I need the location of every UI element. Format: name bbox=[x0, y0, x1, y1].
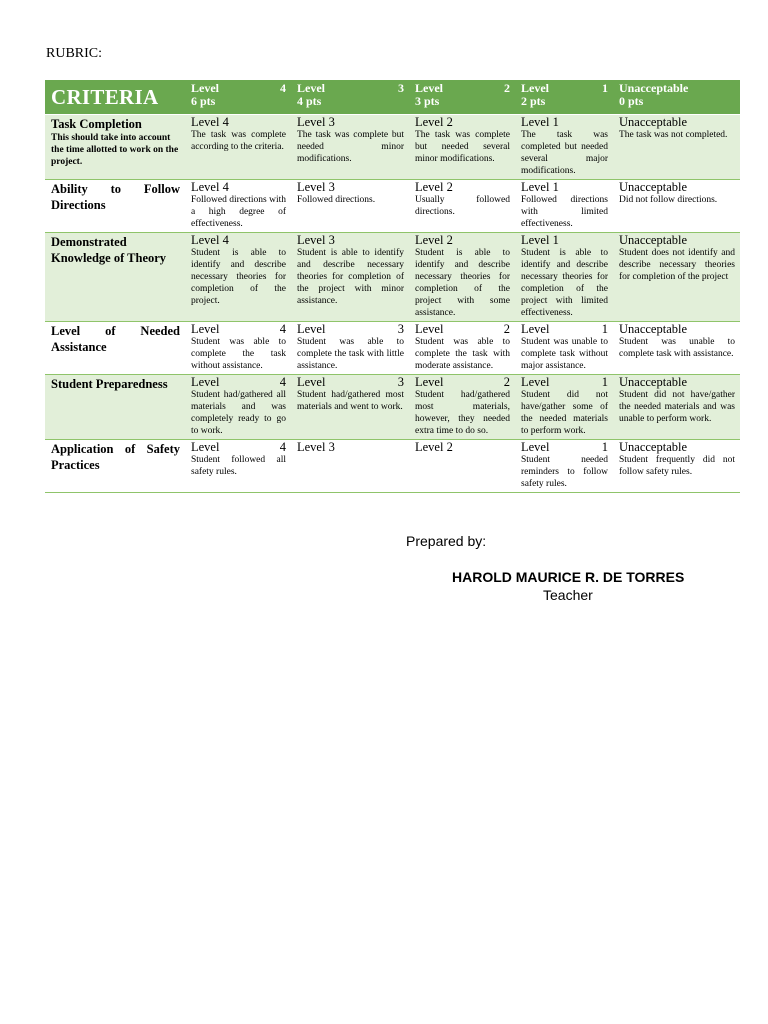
rating-cell bbox=[291, 233, 409, 322]
cell-description: Usually followed directions. bbox=[415, 195, 510, 217]
header-level-number: 2 bbox=[504, 81, 510, 95]
rating-cell bbox=[613, 322, 740, 375]
header-level-label: Level bbox=[521, 81, 549, 95]
cell-level: Unacceptable bbox=[619, 440, 688, 454]
cell-description: Student was able to complete the task with little assistance. bbox=[297, 337, 404, 371]
cell-level: Level bbox=[297, 322, 326, 336]
rating-cell bbox=[613, 180, 740, 233]
header-level-label: Level bbox=[297, 81, 325, 95]
cell-level: Unacceptable bbox=[619, 115, 688, 129]
rating-cell bbox=[291, 180, 409, 233]
rating-cell bbox=[613, 115, 740, 180]
header-level-4 bbox=[185, 80, 291, 115]
rubric-table bbox=[45, 80, 740, 493]
row-task-completion bbox=[45, 115, 740, 180]
cell-level: Level bbox=[191, 440, 220, 454]
header-level-1 bbox=[515, 80, 613, 115]
cell-description: The task was complete but needed several minor modifications. bbox=[415, 130, 510, 164]
cell-description: Student is able to identify and describe necessary theories for completion of the project with limited effectiveness. bbox=[521, 248, 608, 318]
header-level-label: Level bbox=[415, 81, 443, 95]
rating-cell bbox=[185, 322, 291, 375]
cell-level: Level 4 bbox=[191, 233, 229, 247]
cell-description: Student is able to identify and describe necessary theories for completion of the project with minor assistance. bbox=[297, 248, 404, 306]
row-safety-practices bbox=[45, 440, 740, 493]
rating-cell bbox=[515, 115, 613, 180]
cell-level: Level 1 bbox=[521, 233, 559, 247]
criterion-name: Task Completion bbox=[51, 117, 142, 131]
cell-description: Followed directions with a high degree of effectiveness. bbox=[191, 195, 286, 229]
cell-level-number: 4 bbox=[279, 375, 286, 389]
teacher-title: Teacher bbox=[543, 587, 593, 603]
criterion-cell bbox=[45, 180, 185, 233]
row-student-preparedness bbox=[45, 375, 740, 440]
rating-cell bbox=[515, 375, 613, 440]
cell-level: Unacceptable bbox=[619, 180, 688, 194]
rating-cell bbox=[291, 322, 409, 375]
rating-cell bbox=[185, 115, 291, 180]
rating-cell bbox=[291, 375, 409, 440]
cell-level-number: 1 bbox=[601, 440, 608, 454]
rating-cell bbox=[409, 375, 515, 440]
cell-level: Level 3 bbox=[297, 233, 335, 247]
rating-cell bbox=[409, 115, 515, 180]
cell-description: Student is able to identify and describe necessary theories for completion of the project. bbox=[191, 248, 286, 306]
rating-cell bbox=[613, 440, 740, 493]
cell-description: Student was unable to complete task without major assistance. bbox=[521, 337, 608, 371]
rating-cell bbox=[409, 233, 515, 322]
cell-description: Student needed reminders to follow safety rules. bbox=[521, 455, 608, 489]
criterion-cell bbox=[45, 233, 185, 322]
row-knowledge-of-theory bbox=[45, 233, 740, 322]
cell-description: Student did not have/gather some of the needed materials to perform work. bbox=[521, 390, 608, 436]
rating-cell bbox=[185, 440, 291, 493]
cell-description: Student was unable to complete task with assistance. bbox=[619, 337, 735, 359]
header-level-3 bbox=[291, 80, 409, 115]
header-level-number: 4 bbox=[280, 81, 286, 95]
header-level-label: Level bbox=[191, 81, 219, 95]
cell-level: Level 3 bbox=[297, 115, 335, 129]
cell-description: Student does not identify and describe necessary theories for completion of the project bbox=[619, 248, 735, 282]
header-level-number: 1 bbox=[602, 81, 608, 95]
cell-description: Student is able to identify and describe necessary theories for completion of the project with some assistance. bbox=[415, 248, 510, 318]
cell-level: Level bbox=[415, 322, 444, 336]
cell-description: Student was able to complete the task with moderate assistance. bbox=[415, 337, 510, 371]
cell-level: Level 3 bbox=[297, 180, 335, 194]
cell-description: Did not follow directions. bbox=[619, 195, 718, 205]
cell-level: Level 1 bbox=[521, 180, 559, 194]
header-points: 4 pts bbox=[297, 94, 322, 108]
criterion-name: Ability to Follow Directions bbox=[51, 182, 180, 212]
rating-cell bbox=[613, 233, 740, 322]
cell-description: Followed directions. bbox=[297, 195, 376, 205]
cell-description: The task was completed but needed several major modifications. bbox=[521, 130, 608, 176]
rating-cell bbox=[409, 322, 515, 375]
cell-description: The task was complete but needed minor modifications. bbox=[297, 130, 404, 164]
criterion-name: Level of Needed Assistance bbox=[51, 324, 180, 354]
cell-description: Student was able to complete the task without assistance. bbox=[191, 337, 286, 371]
header-points: 6 pts bbox=[191, 94, 216, 108]
rating-cell bbox=[185, 233, 291, 322]
row-follow-directions bbox=[45, 180, 740, 233]
cell-description: Followed directions with limited effectiveness. bbox=[521, 195, 608, 229]
header-points: 2 pts bbox=[521, 94, 546, 108]
cell-level: Level bbox=[297, 375, 326, 389]
cell-description: The task was complete according to the criteria. bbox=[191, 130, 286, 152]
cell-level: Level bbox=[521, 322, 550, 336]
cell-level-number: 1 bbox=[601, 375, 608, 389]
cell-level: Level 3 bbox=[297, 440, 335, 454]
cell-level-number: 4 bbox=[279, 322, 286, 336]
criterion-cell bbox=[45, 322, 185, 375]
rubric-heading: RUBRIC: bbox=[46, 46, 103, 61]
cell-level-number: 2 bbox=[503, 375, 510, 389]
criterion-name: Student Preparedness bbox=[51, 377, 168, 391]
rating-cell bbox=[291, 440, 409, 493]
header-row bbox=[45, 80, 740, 115]
cell-level: Level 4 bbox=[191, 180, 229, 194]
cell-level: Level bbox=[521, 375, 550, 389]
cell-level: Level bbox=[191, 375, 220, 389]
rating-cell bbox=[409, 180, 515, 233]
header-points: 0 pts bbox=[619, 94, 644, 108]
header-points: 3 pts bbox=[415, 94, 440, 108]
criterion-cell bbox=[45, 375, 185, 440]
cell-level: Level 4 bbox=[191, 115, 229, 129]
header-level-2 bbox=[409, 80, 515, 115]
header-level-number: 3 bbox=[398, 81, 404, 95]
cell-level: Unacceptable bbox=[619, 322, 688, 336]
criterion-note: This should take into account the time allotted to work on the project. bbox=[51, 133, 179, 167]
cell-level-number: 2 bbox=[503, 322, 510, 336]
rating-cell bbox=[185, 375, 291, 440]
cell-level: Level bbox=[415, 375, 444, 389]
prepared-by-label: Prepared by: bbox=[406, 533, 487, 549]
criterion-cell bbox=[45, 115, 185, 180]
cell-description: Student followed all safety rules. bbox=[191, 455, 286, 477]
header-unacceptable bbox=[613, 80, 740, 115]
cell-level: Level bbox=[191, 322, 220, 336]
rating-cell bbox=[185, 180, 291, 233]
criterion-name: Demonstrated Knowledge of Theory bbox=[51, 235, 167, 265]
cell-level: Level 2 bbox=[415, 233, 453, 247]
row-needed-assistance bbox=[45, 322, 740, 375]
rating-cell bbox=[613, 375, 740, 440]
rating-cell bbox=[291, 115, 409, 180]
teacher-name: HAROLD MAURICE R. DE TORRES bbox=[452, 569, 685, 585]
cell-level-number: 3 bbox=[397, 322, 404, 336]
cell-level: Level 1 bbox=[521, 115, 559, 129]
rating-cell bbox=[409, 440, 515, 493]
criteria-header: CRITERIA bbox=[45, 80, 185, 115]
criterion-name: Application of Safety Practices bbox=[51, 442, 180, 472]
cell-level: Level 2 bbox=[415, 115, 453, 129]
cell-level: Level bbox=[521, 440, 550, 454]
rating-cell bbox=[515, 180, 613, 233]
criterion-cell bbox=[45, 440, 185, 493]
rating-cell bbox=[515, 440, 613, 493]
cell-description: Student had/gathered all materials and was completely ready to go to work. bbox=[191, 390, 286, 436]
cell-description: Student had/gathered most materials, however, they needed extra time to do so. bbox=[415, 390, 510, 436]
cell-description: Student frequently did not follow safety rules. bbox=[619, 455, 735, 477]
cell-level-number: 3 bbox=[397, 375, 404, 389]
header-level-label: Unacceptable bbox=[619, 81, 689, 95]
cell-level: Level 2 bbox=[415, 440, 453, 454]
rating-cell bbox=[515, 233, 613, 322]
cell-description: Student did not have/gather the needed materials and was unable to perform work. bbox=[619, 390, 735, 424]
cell-level-number: 4 bbox=[279, 440, 286, 454]
cell-description: Student had/gathered most materials and went to work. bbox=[297, 390, 404, 412]
cell-level-number: 1 bbox=[601, 322, 608, 336]
cell-level: Unacceptable bbox=[619, 375, 688, 389]
cell-level: Unacceptable bbox=[619, 233, 688, 247]
cell-description: The task was not completed. bbox=[619, 130, 728, 140]
rating-cell bbox=[515, 322, 613, 375]
cell-level: Level 2 bbox=[415, 180, 453, 194]
